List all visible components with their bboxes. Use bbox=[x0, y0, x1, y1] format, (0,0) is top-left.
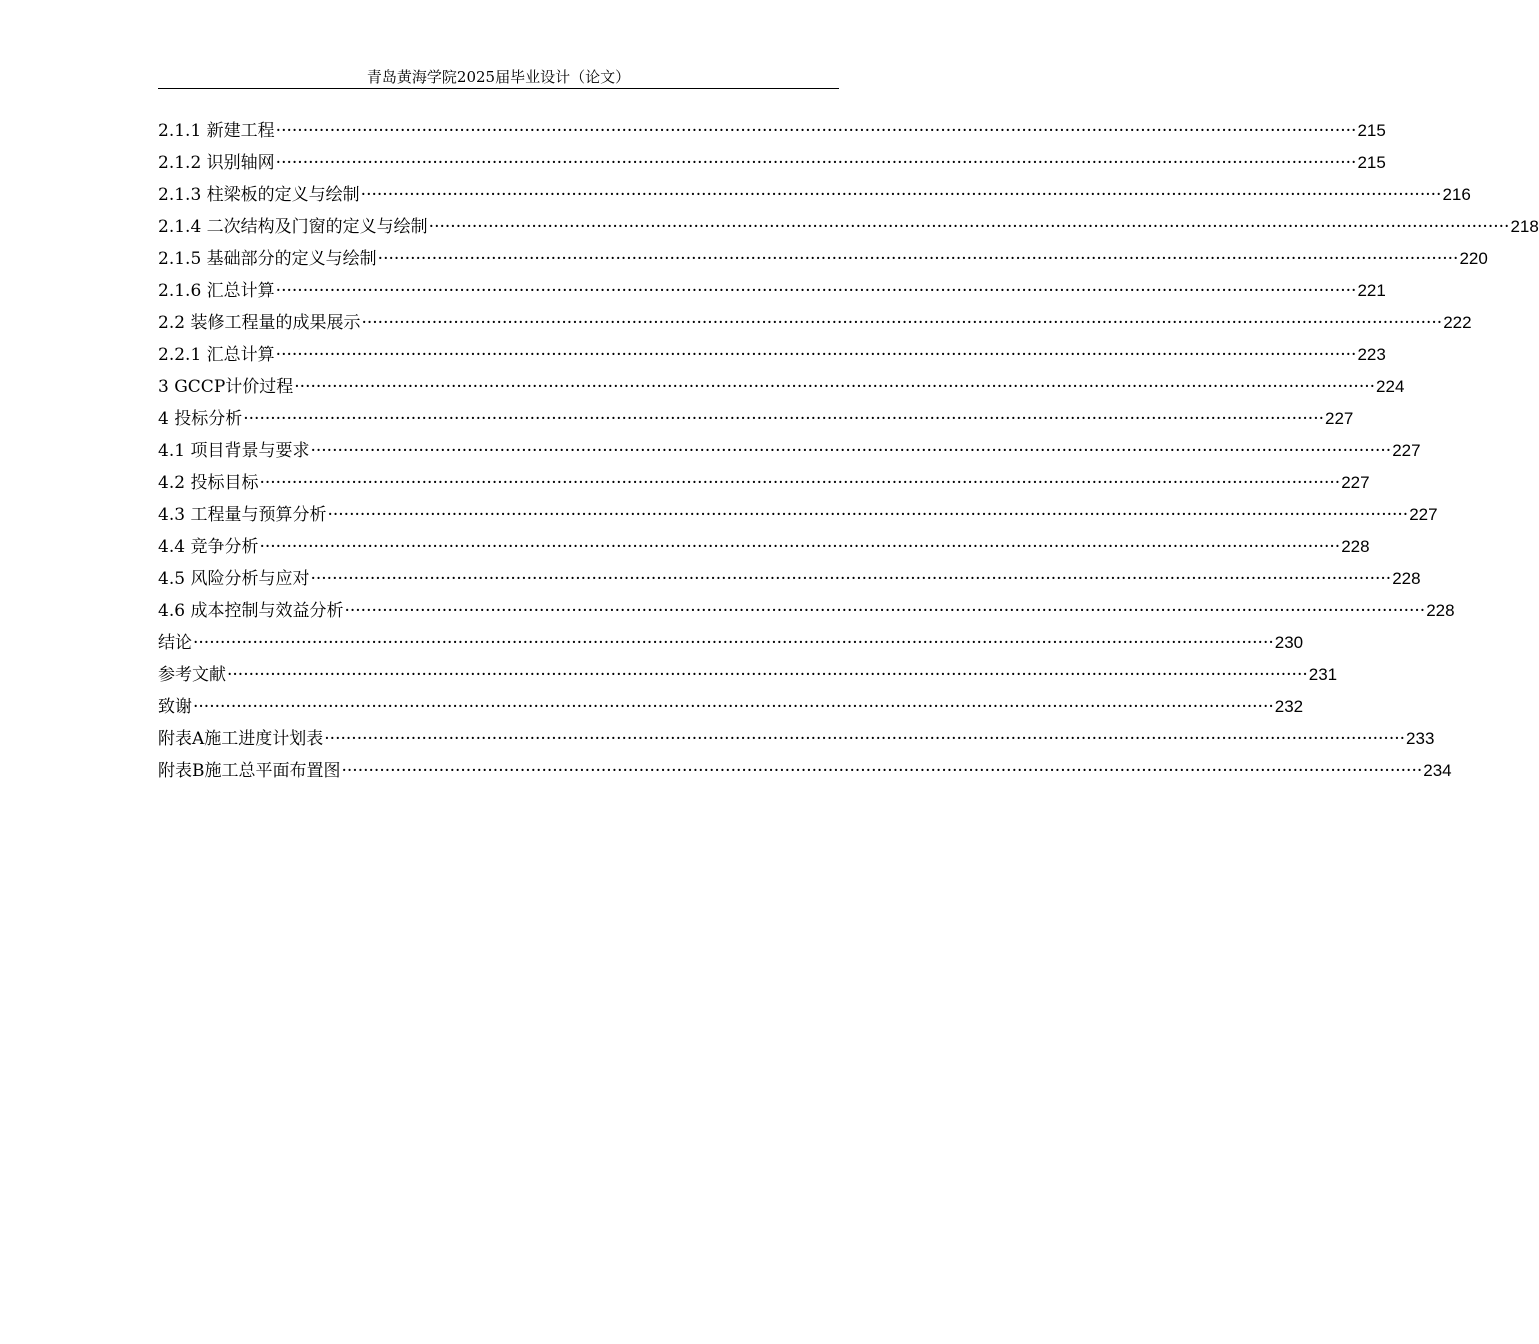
toc-dot-leader: ········································································································································································································ bbox=[428, 217, 1510, 237]
toc-entry-page: 228 bbox=[1392, 569, 1421, 588]
toc-entry[interactable] bbox=[158, 246, 1488, 278]
toc-dot-leader: ········································································································································································································ bbox=[275, 153, 1357, 173]
toc-entry[interactable] bbox=[158, 278, 1386, 310]
toc-entry[interactable] bbox=[158, 406, 1354, 438]
toc-entry-page: 227 bbox=[1409, 505, 1438, 524]
toc-dot-leader: ········································································································································································································ bbox=[344, 601, 1426, 621]
toc-entry-page: 227 bbox=[1341, 473, 1370, 492]
toc-entry-label: 附表A施工进度计划表 bbox=[158, 729, 324, 749]
toc-dot-leader: ········································································································································································································ bbox=[193, 697, 1274, 717]
toc-dot-leader: ········································································································································································································ bbox=[360, 185, 1442, 205]
toc-entry-page: 223 bbox=[1357, 345, 1386, 364]
toc-entry-label: 参考文献 bbox=[158, 665, 226, 685]
table-of-contents bbox=[158, 118, 1539, 790]
toc-entry-page: 227 bbox=[1392, 441, 1421, 460]
toc-entry[interactable] bbox=[158, 662, 1338, 694]
toc-entry-label: 2.2.1 汇总计算 bbox=[158, 345, 275, 365]
toc-dot-leader: ········································································································································································································ bbox=[310, 441, 1392, 461]
toc-entry-page: 224 bbox=[1376, 377, 1405, 396]
toc-dot-leader: ········································································································································································································ bbox=[275, 281, 1357, 301]
toc-entry[interactable] bbox=[158, 118, 1386, 150]
toc-entry-label: 2.1.2 识别轴网 bbox=[158, 153, 275, 173]
toc-entry-page: 215 bbox=[1357, 153, 1386, 172]
toc-dot-leader: ········································································································································································································ bbox=[227, 665, 1308, 685]
toc-dot-leader: ········································································································································································································ bbox=[275, 121, 1357, 141]
toc-entry-page: 230 bbox=[1274, 633, 1304, 652]
toc-entry-label: 致谢 bbox=[158, 697, 192, 717]
toc-entry-label: 4.1 项目背景与要求 bbox=[158, 441, 310, 461]
toc-entry[interactable] bbox=[158, 598, 1455, 630]
toc-entry-label: 4.3 工程量与预算分析 bbox=[158, 505, 327, 525]
toc-entry[interactable] bbox=[158, 502, 1438, 534]
toc-entry-page: 234 bbox=[1423, 761, 1452, 780]
toc-entry[interactable] bbox=[158, 630, 1304, 662]
toc-dot-leader: ········································································································································································································ bbox=[259, 473, 1341, 493]
toc-entry-label: 2.1.5 基础部分的定义与绘制 bbox=[158, 249, 377, 269]
toc-dot-leader: ········································································································································································································ bbox=[361, 313, 1443, 333]
toc-entry-label: 2.1.1 新建工程 bbox=[158, 121, 275, 141]
toc-dot-leader: ········································································································································································································ bbox=[294, 377, 1376, 397]
toc-entry-page: 222 bbox=[1443, 313, 1472, 332]
toc-entry-label: 2.1.3 柱梁板的定义与绘制 bbox=[158, 185, 360, 205]
toc-entry-label: 4.2 投标目标 bbox=[158, 473, 259, 493]
toc-entry[interactable] bbox=[158, 534, 1370, 566]
toc-entry-page: 218 bbox=[1510, 217, 1539, 236]
toc-dot-leader: ········································································································································································································ bbox=[377, 249, 1459, 269]
toc-entry-page: 221 bbox=[1357, 281, 1386, 300]
toc-dot-leader: ········································································································································································································ bbox=[275, 345, 1357, 365]
toc-entry-page: 232 bbox=[1274, 697, 1304, 716]
toc-entry-page: 215 bbox=[1357, 121, 1386, 140]
toc-entry-page: 228 bbox=[1426, 601, 1455, 620]
toc-entry[interactable] bbox=[158, 214, 1539, 246]
toc-entry-label: 4.4 竞争分析 bbox=[158, 537, 259, 557]
toc-entry[interactable] bbox=[158, 150, 1386, 182]
toc-entry[interactable] bbox=[158, 758, 1452, 790]
toc-entry[interactable] bbox=[158, 374, 1405, 406]
toc-entry-label: 2.1.6 汇总计算 bbox=[158, 281, 275, 301]
toc-entry-label: 附表B施工总平面布置图 bbox=[158, 761, 341, 781]
header-title: 青岛黄海学院2025届毕业设计（论文） bbox=[366, 68, 631, 86]
toc-entry[interactable] bbox=[158, 438, 1421, 470]
toc-dot-leader: ········································································································································································································ bbox=[324, 729, 1406, 749]
toc-entry-page: 227 bbox=[1325, 409, 1354, 428]
toc-dot-leader: ········································································································································································································ bbox=[310, 569, 1392, 589]
toc-dot-leader: ········································································································································································································ bbox=[193, 633, 1274, 653]
toc-entry[interactable] bbox=[158, 566, 1421, 598]
toc-entry[interactable] bbox=[158, 310, 1472, 342]
toc-dot-leader: ········································································································································································································ bbox=[327, 505, 1409, 525]
toc-dot-leader: ········································································································································································································ bbox=[259, 537, 1341, 557]
toc-entry[interactable] bbox=[158, 470, 1370, 502]
toc-entry-label: 4.6 成本控制与效益分析 bbox=[158, 601, 344, 621]
toc-entry-page: 228 bbox=[1341, 537, 1370, 556]
page-header bbox=[158, 66, 839, 89]
toc-entry-label: 结论 bbox=[158, 633, 192, 653]
toc-entry-label: 2.1.4 二次结构及门窗的定义与绘制 bbox=[158, 217, 428, 237]
toc-entry-label: 3 GCCP计价过程 bbox=[158, 377, 294, 397]
toc-dot-leader: ········································································································································································································ bbox=[243, 409, 1324, 429]
toc-dot-leader: ········································································································································································································ bbox=[341, 761, 1423, 781]
toc-entry-page: 231 bbox=[1308, 665, 1338, 684]
toc-entry-label: 4.5 风险分析与应对 bbox=[158, 569, 310, 589]
toc-entry-page: 220 bbox=[1459, 249, 1488, 268]
toc-entry[interactable] bbox=[158, 182, 1471, 214]
toc-entry[interactable] bbox=[158, 694, 1304, 726]
toc-entry[interactable] bbox=[158, 342, 1386, 374]
toc-entry-label: 4 投标分析 bbox=[158, 409, 243, 429]
toc-entry-page: 216 bbox=[1442, 185, 1471, 204]
toc-entry-label: 2.2 装修工程量的成果展示 bbox=[158, 313, 361, 333]
toc-entry[interactable] bbox=[158, 726, 1435, 758]
toc-entry-page: 233 bbox=[1406, 729, 1435, 748]
